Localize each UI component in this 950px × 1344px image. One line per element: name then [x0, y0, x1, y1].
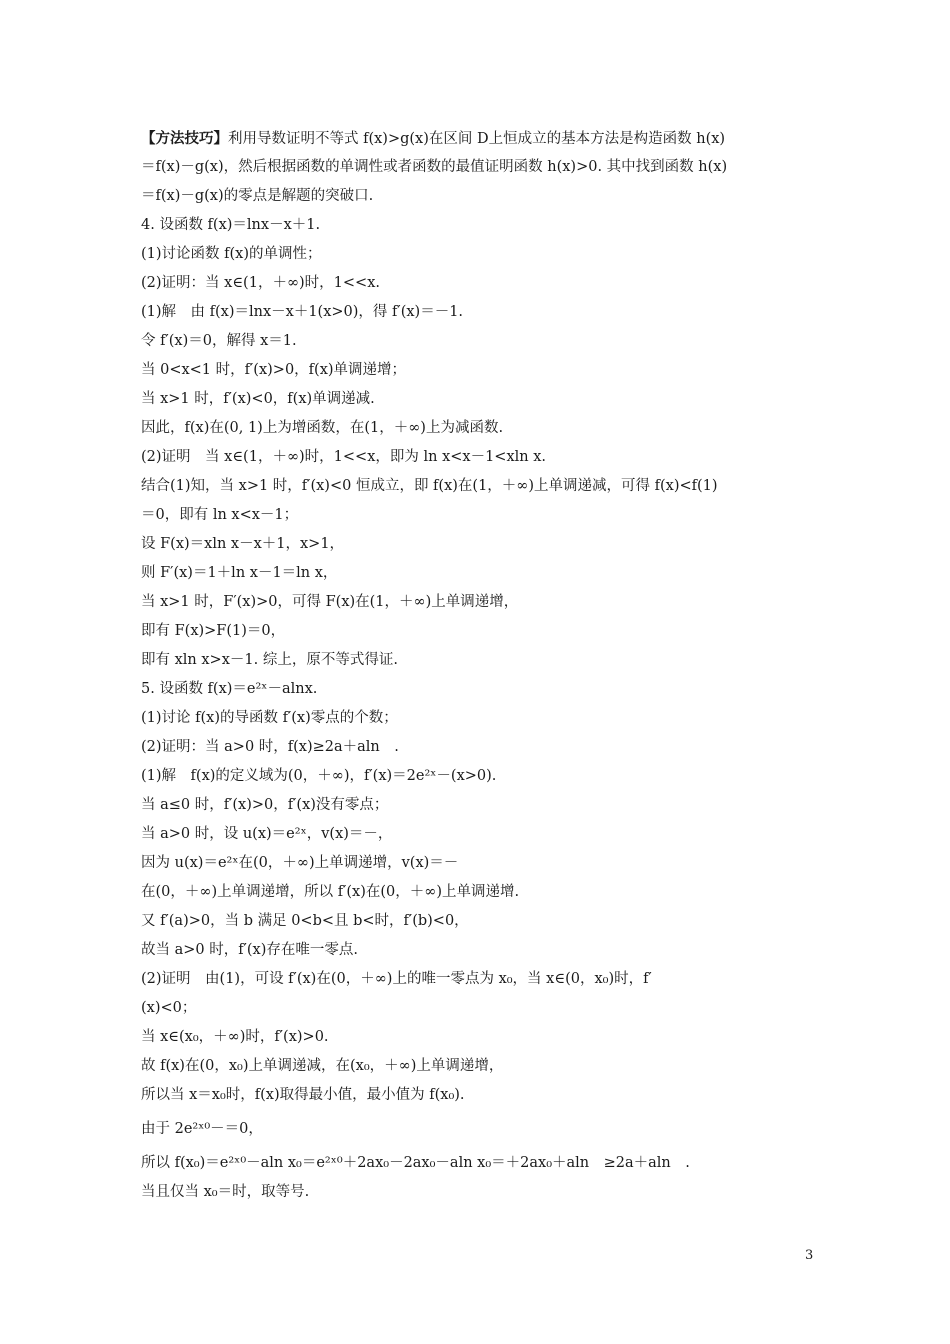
text-line: ＝0，即有 ln x<x－1； [141, 507, 299, 523]
text-line: 当 a≤0 时，f′(x)>0，f′(x)没有零点； [141, 797, 389, 813]
text-line: (x)<0； [141, 1000, 197, 1016]
text-line: (1)解 f(x)的定义域为(0，＋∞)，f′(x)＝2e²ˣ－(x>0). [141, 768, 497, 784]
text-line: (1)解 由 f(x)＝lnx－x＋1(x>0)，得 f′(x)＝－1. [141, 304, 464, 320]
text-line: 又 f′(a)>0，当 b 满足 0<b<且 b<时，f′(b)<0， [141, 913, 469, 929]
problem-4-title: 4. 设函数 f(x)＝lnx－x＋1. [141, 217, 321, 233]
text-line: (2)证明 由(1)，可设 f′(x)在(0，＋∞)上的唯一零点为 x₀，当 x∈(0，x₀)时，f′ [141, 971, 652, 987]
text-line: (2)证明：当 a>0 时，f(x)≥2a＋aln . [141, 739, 399, 755]
text-line: ＝f(x)－g(x)的零点是解题的突破口. [141, 188, 374, 204]
text-line: (2)证明：当 x∈(1，＋∞)时，1<<x. [141, 275, 380, 291]
text-line: (1)讨论函数 f(x)的单调性； [141, 246, 322, 262]
text-line: 当 0<x<1 时，f′(x)>0，f(x)单调递增； [141, 362, 407, 378]
text-line: 当 x>1 时，F′(x)>0，可得 F(x)在(1，＋∞)上单调递增， [141, 594, 519, 610]
text-line: 当且仅当 x₀＝时，取等号. [141, 1184, 310, 1200]
text-line: 令 f′(x)＝0，解得 x＝1. [141, 333, 297, 349]
text-line: 则 F′(x)＝1＋ln x－1＝ln x， [141, 565, 338, 581]
text-line: 当 x>1 时，f′(x)<0，f(x)单调递减. [141, 391, 375, 407]
text-line: 即有 xln x>x－1. 综上，原不等式得证. [141, 652, 398, 668]
page-number: 3 [805, 1248, 814, 1263]
text-line: 设 F(x)＝xln x－x＋1，x>1， [141, 536, 345, 552]
text-line: 所以 f(x₀)＝e²ˣ⁰－aln x₀＝e²ˣ⁰＋2ax₀－2ax₀－aln x₀＝＋2ax₀＋aln ≥2a＋aln . [141, 1155, 690, 1171]
text-line: 所以当 x＝x₀时，f(x)取得最小值，最小值为 f(x₀). [141, 1087, 465, 1103]
text-line: 利用导数证明不等式 f(x)>g(x)在区间 D上恒成立的基本方法是构造函数 h(x) [228, 131, 726, 147]
method-tip-label: 【方法技巧】 [141, 130, 228, 147]
page-content [141, 124, 816, 1207]
text-line: 即有 F(x)>F(1)＝0， [141, 623, 286, 639]
text-line: 由于 2e²ˣ⁰－＝0， [141, 1121, 263, 1137]
text-line: (1)讨论 f(x)的导函数 f′(x)零点的个数； [141, 710, 398, 726]
text-line: 故当 a>0 时，f′(x)存在唯一零点. [141, 942, 358, 958]
text-line: 在(0，＋∞)上单调递增，所以 f′(x)在(0，＋∞)上单调递增. [141, 884, 520, 900]
text-line: 当 x∈(x₀，＋∞)时，f′(x)>0. [141, 1029, 329, 1045]
text-line: 因为 u(x)＝e²ˣ在(0，＋∞)上单调递增，v(x)＝－ [141, 855, 459, 871]
text-line: 当 a>0 时，设 u(x)＝e²ˣ，v(x)＝－， [141, 826, 393, 842]
text-line: 因此，f(x)在(0, 1)上为增函数，在(1，＋∞)上为减函数. [141, 420, 504, 436]
text-line: (2)证明 当 x∈(1，＋∞)时，1<<x，即为 ln x<x－1<xln x. [141, 449, 547, 465]
method-tip-line [141, 124, 816, 153]
text-line: ＝f(x)－g(x)，然后根据函数的单调性或者函数的最值证明函数 h(x)>0. 其中找到函数 h(x) [141, 159, 728, 175]
text-line: 结合(1)知，当 x>1 时，f′(x)<0 恒成立，即 f(x)在(1，＋∞)上单调递减，可得 f(x)<f(1) [141, 478, 718, 494]
problem-5-title: 5. 设函数 f(x)＝e²ˣ－alnx. [141, 681, 318, 697]
text-line: 故 f(x)在(0，x₀)上单调递减，在(x₀，＋∞)上单调递增， [141, 1058, 504, 1074]
